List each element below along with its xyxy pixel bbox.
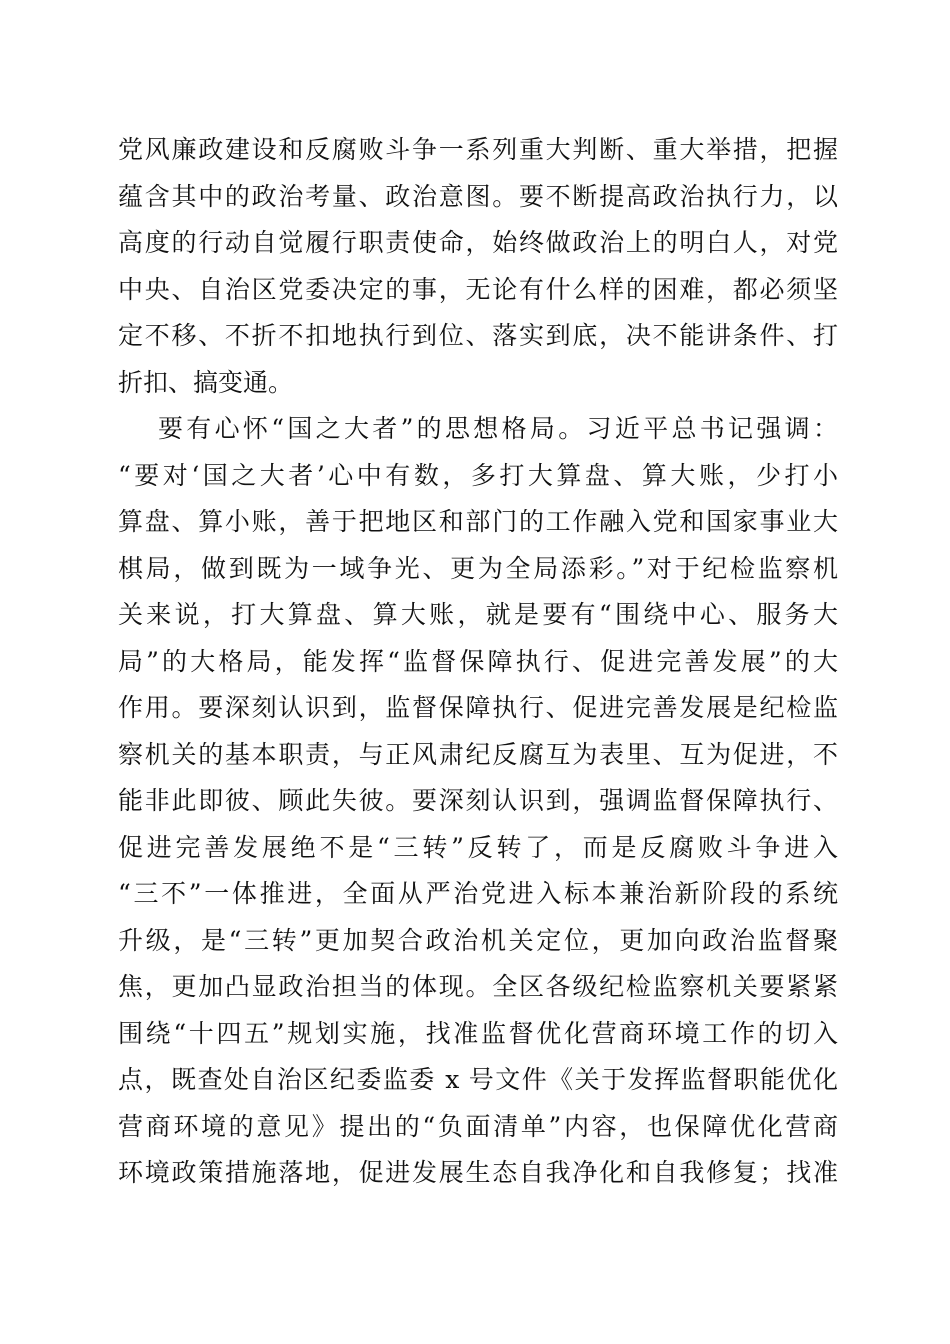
text-line: 党风廉政建设和反腐败斗争一系列重大判断、重大举措，把握: [118, 135, 838, 164]
text-line: 点，既查处自治区纪委监委 x 号文件《关于发挥监督职能优化: [118, 1065, 838, 1094]
text-line: “要对‘国之大者’心中有数，多打大算盘、算大账，少打小: [118, 460, 838, 490]
text-line: 焦，更加凸显政治担当的体现。全区各级纪检监察机关要紧紧: [118, 972, 838, 1001]
text-line: 棋局，做到既为一域争光、更为全局添彩。”对于纪检监察机: [118, 553, 838, 583]
text-line: 算盘、算小账，善于把地区和部门的工作融入党和国家事业大: [118, 507, 838, 536]
text-line: 察机关的基本职责，与正风肃纪反腐互为表里、互为促进，不: [118, 739, 838, 769]
document-body: [118, 127, 838, 1197]
text-line: 促进完善发展绝不是“三转”反转了，而是反腐败斗争进入: [118, 832, 838, 862]
text-line: 高度的行动自觉履行职责使命，始终做政治上的明白人，对党: [118, 228, 838, 257]
text-line: 升级，是“三转”更加契合政治机关定位，更加向政治监督聚: [118, 925, 838, 955]
text-line: 要有心怀“国之大者”的思想格局。习近平总书记强调：: [158, 414, 838, 443]
text-line: 定不移、不折不扣地执行到位、落实到底，决不能讲条件、打: [118, 321, 838, 350]
paragraph-2: [118, 406, 838, 1197]
text-line: 作用。要深刻认识到，监督保障执行、促进完善发展是纪检监: [118, 693, 838, 722]
text-line: 能非此即彼、顾此失彼。要深刻认识到，强调监督保障执行、: [118, 786, 838, 815]
text-line: 折扣、搞变通。: [118, 367, 294, 397]
text-line: 营商环境的意见》提出的“负面清单”内容，也保障优化营商: [118, 1111, 838, 1141]
paragraph-1: [118, 127, 838, 406]
text-line: 环境政策措施落地，促进发展生态自我净化和自我修复；找准: [118, 1158, 838, 1187]
text-line: 关来说，打大算盘、算大账，就是要有“围绕中心、服务大: [118, 600, 838, 629]
text-line: 中央、自治区党委决定的事，无论有什么样的困难，都必须坚: [118, 274, 838, 304]
text-line: “三不”一体推进，全面从严治党进入标本兼治新阶段的系统: [118, 879, 838, 908]
text-line: 蕴含其中的政治考量、政治意图。要不断提高政治执行力，以: [118, 181, 838, 211]
text-line: 局”的大格局，能发挥“监督保障执行、促进完善发展”的大: [118, 646, 838, 676]
text-line: 围绕“十四五”规划实施，找准监督优化营商环境工作的切入: [118, 1018, 838, 1048]
